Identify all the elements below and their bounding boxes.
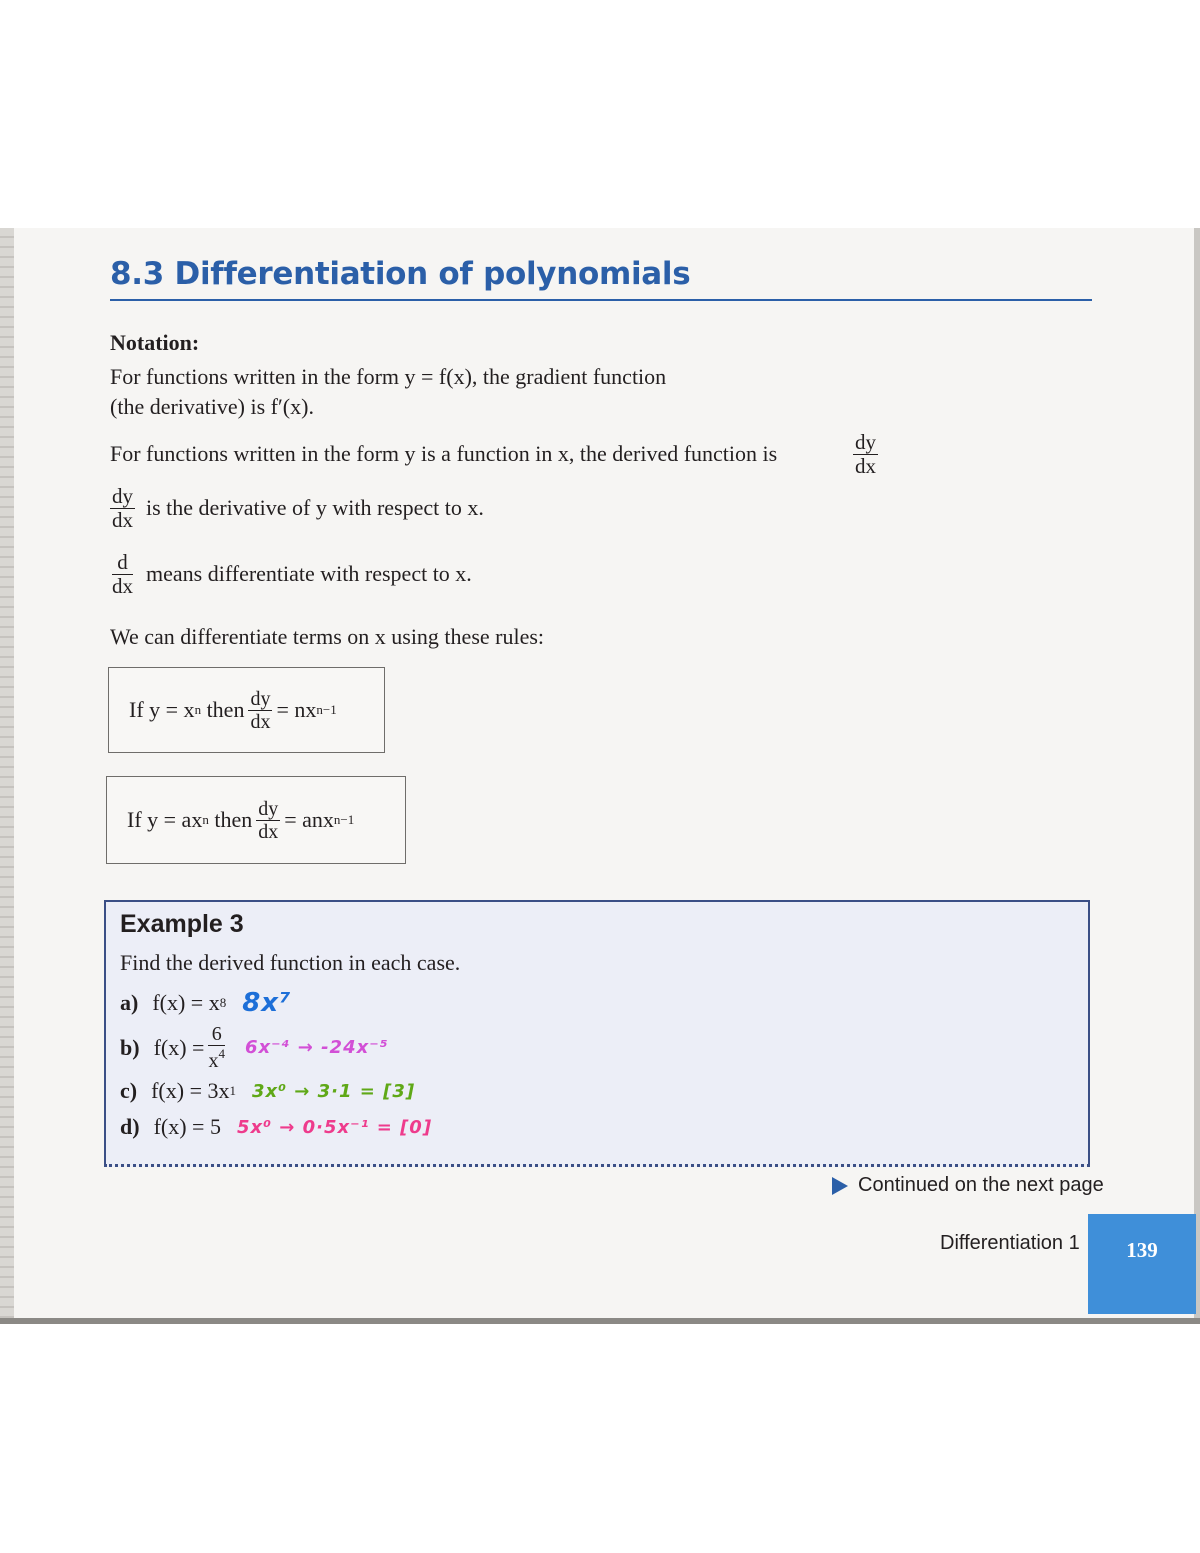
part-label: b) bbox=[120, 1034, 140, 1060]
notation-line-3 bbox=[110, 439, 777, 469]
rule-then-text: then bbox=[214, 807, 253, 832]
handwritten-answer: 8x⁷ bbox=[242, 988, 292, 1018]
dy-dx-fraction bbox=[256, 799, 280, 842]
continued-note bbox=[832, 1174, 1104, 1197]
denominator-exponent: 4 bbox=[218, 1046, 225, 1061]
rule-result-exponent: n−1 bbox=[333, 812, 355, 827]
power-rule-box bbox=[108, 667, 385, 753]
part-expression: f(x) = 5 bbox=[153, 1114, 221, 1139]
section-title: 8.3 Differentiation of polynomials bbox=[110, 256, 691, 292]
d-dx-fraction bbox=[112, 552, 133, 597]
continued-text: Continued on the next page bbox=[858, 1174, 1104, 1196]
fraction-numerator: dy bbox=[112, 484, 133, 508]
example-box bbox=[104, 900, 1090, 1167]
page-binding-edge bbox=[0, 228, 14, 1318]
part-expression: f(x) = bbox=[153, 1034, 205, 1060]
rule-exponent: n bbox=[202, 812, 209, 827]
rule-if-text: If y = ax bbox=[127, 807, 203, 832]
title-underline bbox=[110, 299, 1092, 301]
part-exponent: 1 bbox=[229, 1083, 236, 1098]
dy-dx-fraction-inline bbox=[853, 432, 878, 477]
fraction-numerator: 6 bbox=[208, 1024, 225, 1046]
handwritten-answer: 6x⁻⁴ → -24x⁻⁵ bbox=[244, 1037, 389, 1058]
fraction-numerator: d bbox=[112, 552, 133, 575]
notation-line-3-text: For functions written in the form y is a function in x, the derived function is bbox=[110, 441, 778, 466]
rule-result-text: = anx bbox=[284, 807, 334, 832]
fraction-numerator: dy bbox=[250, 687, 271, 710]
example-instruction: Find the derived function in each case. bbox=[120, 950, 461, 975]
page-right-edge bbox=[1194, 228, 1200, 1318]
dy-dx-fraction bbox=[248, 689, 272, 732]
rules-intro: We can differentiate terms on x using these rules: bbox=[110, 624, 545, 649]
example-title: Example 3 bbox=[120, 910, 244, 938]
rule-exponent: n bbox=[194, 702, 202, 717]
fraction-denominator: dx bbox=[112, 508, 133, 532]
part-expression: f(x) = 3x bbox=[151, 1078, 230, 1103]
notation-heading: Notation: bbox=[110, 330, 200, 355]
part-label: a) bbox=[120, 990, 139, 1015]
power-rule bbox=[129, 668, 337, 752]
notation-line-4: is the derivative of y with respect to x. bbox=[146, 495, 484, 520]
page-number: 139 bbox=[1126, 1238, 1158, 1262]
notation-line-5: means differentiate with respect to x. bbox=[146, 561, 472, 586]
play-triangle-icon bbox=[832, 1177, 848, 1195]
fraction-numerator: dy bbox=[855, 430, 876, 454]
rule-then-text: then bbox=[206, 697, 245, 722]
example-part-a bbox=[120, 988, 291, 1018]
fraction-denominator: dx bbox=[112, 574, 133, 598]
handwritten-answer: 3x⁰ → 3·1 = [3] bbox=[251, 1080, 416, 1102]
dy-dx-fraction bbox=[110, 486, 135, 531]
rule-if-text: If y = x bbox=[129, 697, 195, 722]
part-exponent: 8 bbox=[219, 995, 227, 1010]
fraction-numerator: dy bbox=[258, 797, 279, 820]
example-part-d bbox=[120, 1114, 432, 1140]
part-label: c) bbox=[120, 1078, 138, 1103]
constant-multiple-rule bbox=[127, 777, 354, 863]
rule-result-text: = nx bbox=[276, 697, 317, 722]
notation-line-1: For functions written in the form y = f(x), the gradient function bbox=[110, 364, 667, 389]
example-part-b bbox=[120, 1024, 389, 1071]
fraction-denominator: dx bbox=[258, 820, 279, 843]
fraction-denominator: dx bbox=[855, 454, 876, 478]
part-label: d) bbox=[120, 1114, 140, 1139]
notation-line-2: (the derivative) is f′(x). bbox=[110, 394, 314, 419]
fraction-denominator bbox=[208, 1046, 225, 1071]
rule-result-exponent: n−1 bbox=[316, 702, 337, 717]
page-number-tab bbox=[1088, 1214, 1196, 1314]
chapter-footer: Differentiation 1 bbox=[940, 1232, 1080, 1254]
fraction-denominator: dx bbox=[250, 710, 271, 733]
example-part-c bbox=[120, 1078, 415, 1104]
constant-multiple-rule-box bbox=[106, 776, 406, 864]
handwritten-answer: 5x⁰ → 0·5x⁻¹ = [0] bbox=[236, 1116, 433, 1138]
part-fraction bbox=[208, 1024, 225, 1071]
part-expression: f(x) = x bbox=[152, 990, 220, 1015]
denominator-base: x bbox=[208, 1050, 219, 1072]
